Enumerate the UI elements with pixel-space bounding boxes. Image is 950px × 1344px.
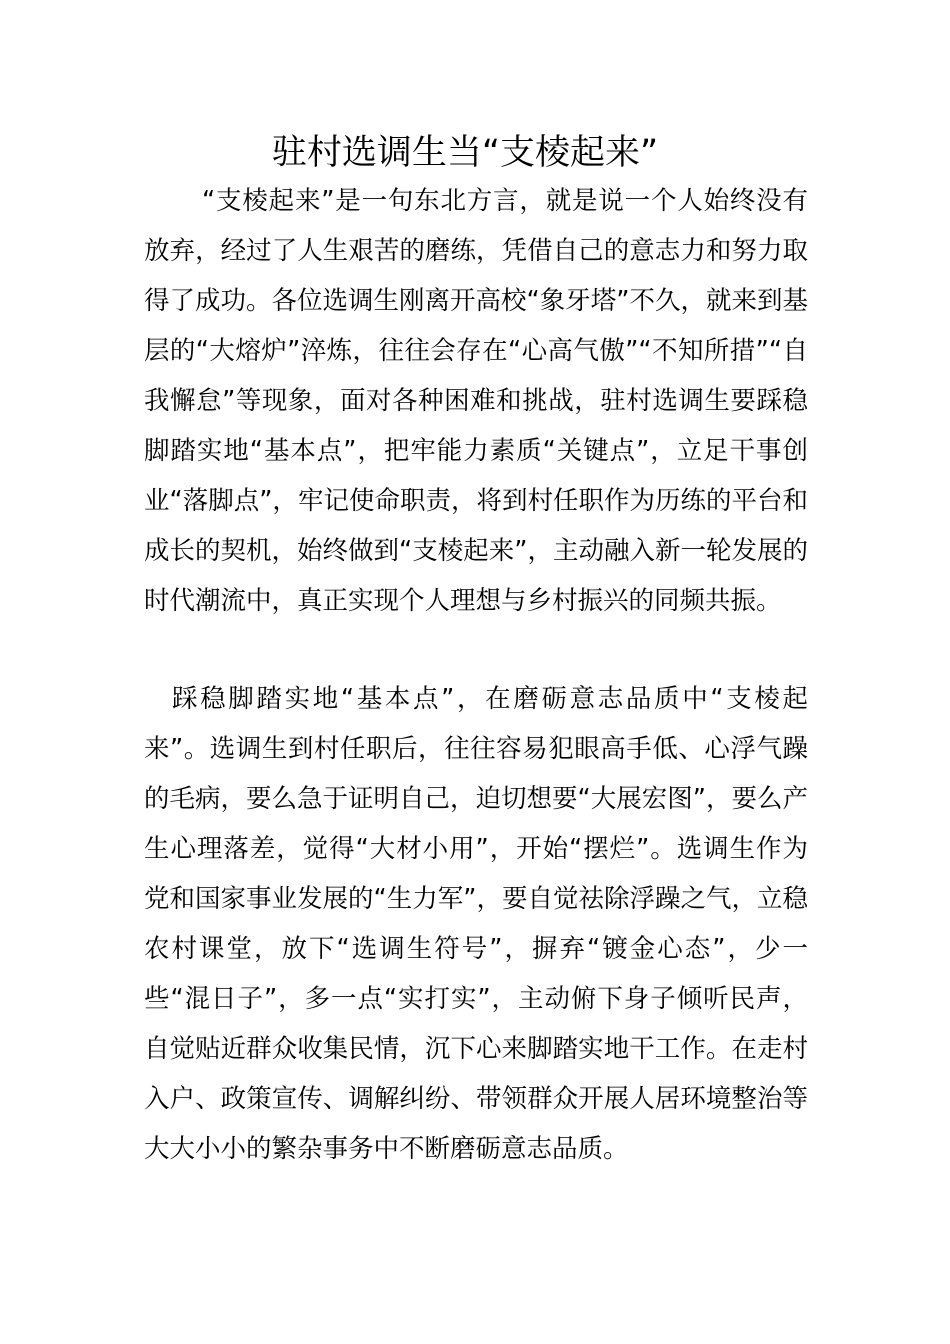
paragraph-1: “支棱起来”是一句东北方言，就是说一个人始终没有放弃，经过了人生艰苦的磨练，凭借自己的意志力和努力取得了成功。各位选调生刚离开高校“象牙塔”不久，就来到基层的“大熔炉”淬炼，往往会存在“心高气傲”“不知所措”“自我懈怠”等现象，面对各种困难和挑战，驻村选调生要踩稳脚踏实地“基本点”，把牢能力素质“关键点”，立足干事创业“落脚点”，牢记使命职责，将到村任职作为历练的平台和成长的契机，始终做到“支棱起来”，主动融入新一轮发展的时代潮流中，真正实现个人理想与乡村振兴的同频共振。 [144,186,808,616]
document-title: 驻村选调生当“支棱起来” [271,133,659,173]
paragraph-2: 踩稳脚踏实地“基本点”，在磨砺意志品质中“支棱起来”。选调生到村任职后，往往容易犯眼高手低、心浮气躁的毛病，要么急于证明自己，迫切想要“大展宏图”，要么产生心理落差，觉得“大材小用”，开始“摆烂”。选调生作为党和国家事业发展的“生力军”，要自觉祛除浮躁之气，立稳农村课堂，放下“选调生符号”，摒弃“镀金心态”，少一些“混日子”，多一点“实打实”，主动俯下身子倾听民声，自觉贴近群众收集民情，沉下心来脚踏实地干工作。在走村入户、政策宣传、调解纠纷、带领群众开展人居环境整治等大大小小的繁杂事务中不断磨砺意志品质。 [144,684,808,1164]
